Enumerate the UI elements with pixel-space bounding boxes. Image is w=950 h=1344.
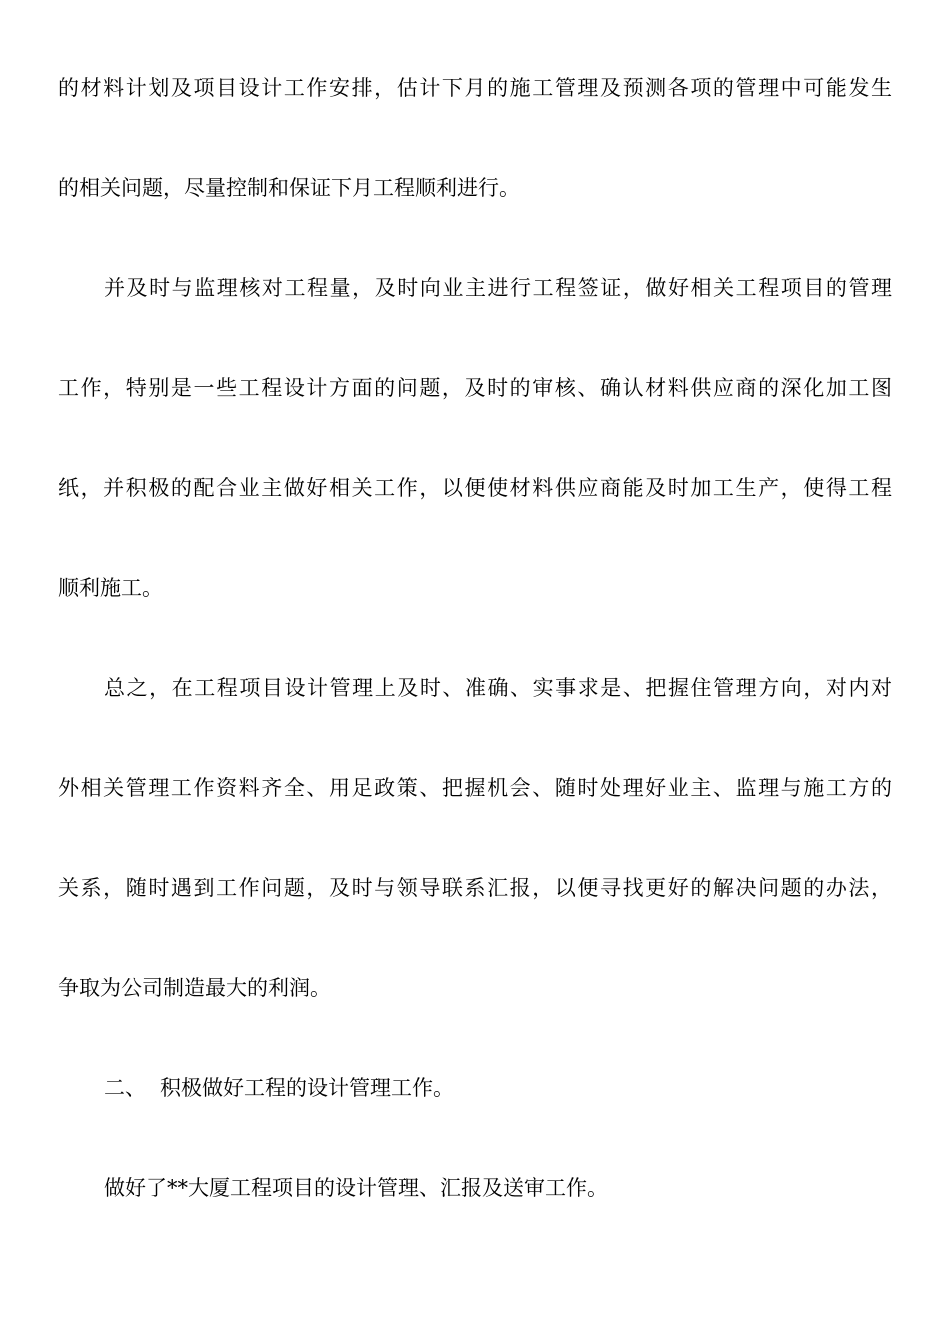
- section-heading-text: 积极做好工程的设计管理工作。: [160, 1076, 454, 1100]
- paragraph-2-line-2: 工作，特别是一些工程设计方面的问题，及时的审核、确认材料供应商的深化加工图: [58, 376, 892, 400]
- section-heading-number: 二、: [104, 1076, 146, 1100]
- paragraph-2-line-3: 纸，并积极的配合业主做好相关工作，以便使材料供应商能及时加工生产，使得工程: [58, 476, 892, 500]
- paragraph-3-line-1: 总之，在工程项目设计管理上及时、准确、实事求是、把握住管理方向，对内对: [104, 676, 892, 700]
- paragraph-1-line-2: 的相关问题，尽量控制和保证下月工程顺利进行。: [58, 176, 520, 200]
- paragraph-2-line-4: 顺利施工。: [58, 576, 163, 600]
- paragraph-3-line-3: 关系，随时遇到工作问题，及时与领导联系汇报，以便寻找更好的解决问题的办法，: [58, 876, 892, 900]
- paragraph-2-line-1: 并及时与监理核对工程量，及时向业主进行工程签证，做好相关工程项目的管理: [104, 276, 892, 300]
- closing-line: 做好了**大厦工程项目的设计管理、汇报及送审工作。: [104, 1176, 608, 1200]
- paragraph-3-line-4: 争取为公司制造最大的利润。: [58, 976, 331, 1000]
- section-heading: [104, 1072, 892, 1104]
- paragraph-1-line-1: 的材料计划及项目设计工作安排，估计下月的施工管理及预测各项的管理中可能发生: [58, 76, 892, 100]
- paragraph-3-line-2: 外相关管理工作资料齐全、用足政策、把握机会、随时处理好业主、监理与施工方的: [58, 776, 892, 800]
